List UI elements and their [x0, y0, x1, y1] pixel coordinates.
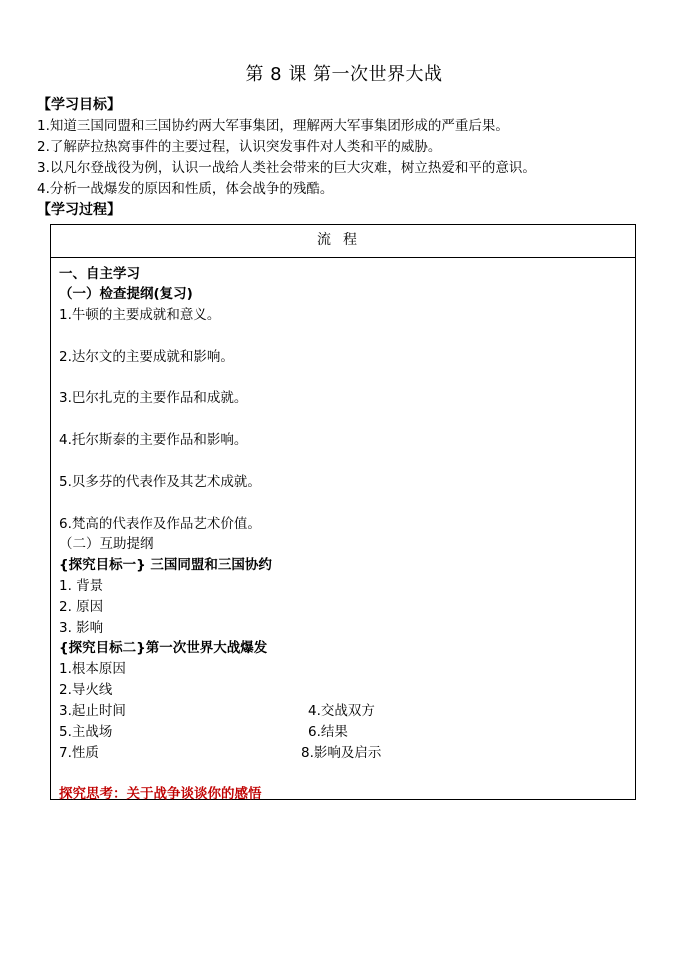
review-item: 2.达尔文的主要成就和影响。 [59, 349, 234, 365]
pair-right: 8.影响及启示 [301, 745, 382, 761]
pair-left: 5.主战场 [59, 724, 113, 740]
review-item: 4.托尔斯泰的主要作品和影响。 [59, 432, 248, 448]
goals-heading: 【学习目标】 [37, 97, 121, 113]
review-item: 5.贝多芬的代表作及其艺术成就。 [59, 474, 261, 490]
review-item: 1.牛顿的主要成就和意义。 [59, 307, 221, 323]
explore1-item: 2. 原因 [59, 599, 104, 615]
goal-item: 2.了解萨拉热窝事件的主要过程，认识突发事件对人类和平的威胁。 [37, 139, 442, 155]
review-item: 3.巴尔扎克的主要作品和成就。 [59, 390, 248, 406]
explore1-item: 3. 影响 [59, 620, 104, 636]
process-table [50, 224, 636, 800]
pair-right: 4.交战双方 [308, 703, 375, 719]
sub1-title: （一）检查提纲(复习) [59, 286, 193, 302]
goals-list [37, 116, 536, 200]
pair-right: 6.结果 [308, 724, 348, 740]
explore2-item: 1.根本原因 [59, 661, 126, 677]
explore1-title: {探究目标一} 三国同盟和三国协约 [59, 557, 272, 573]
goal-item: 3.以凡尔登战役为例，认识一战给人类社会带来的巨大灾难，树立热爱和平的意识。 [37, 160, 536, 176]
pair-left: 7.性质 [59, 745, 99, 761]
review-item: 6.梵高的代表作及作品艺术价值。 [59, 516, 261, 532]
goal-item: 1.知道三国同盟和三国协约两大军事集团，理解两大军事集团形成的严重后果。 [37, 118, 509, 134]
explore1-item: 1. 背景 [59, 578, 104, 594]
think-question: 探究思考：关于战争谈谈你的感悟 [59, 786, 262, 802]
process-heading: 【学习过程】 [37, 202, 121, 218]
sub2-title: （二）互助提纲 [59, 536, 154, 552]
explore2-title: {探究目标二}第一次世界大战爆发 [59, 640, 268, 656]
page-title: 第 8 课 第一次世界大战 [245, 64, 443, 85]
explore2-item: 2.导火线 [59, 682, 113, 698]
pair-left: 3.起止时间 [59, 703, 126, 719]
goal-item: 4.分析一战爆发的原因和性质，体会战争的残酷。 [37, 181, 334, 197]
part1-title: 一、自主学习 [59, 266, 140, 282]
table-header: 流程 [51, 225, 635, 258]
